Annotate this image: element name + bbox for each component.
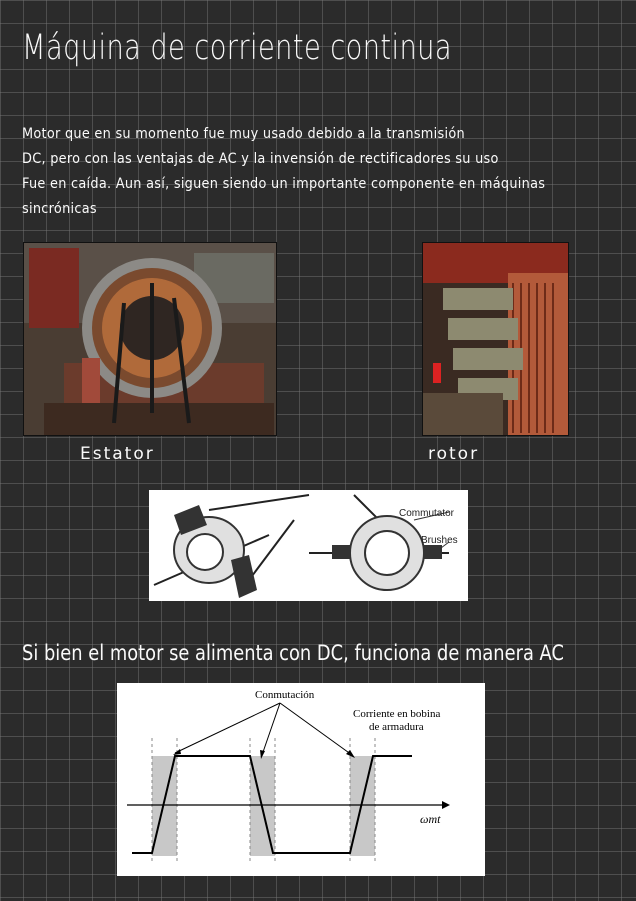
stator-photo — [23, 242, 277, 436]
commutator-label: Commutator — [399, 508, 455, 519]
intro-line-3: Fue en caída. Aun así, siguen siendo un importante componente en máquinas — [22, 176, 546, 192]
intro-line-2: DC, pero con las ventajas de AC y la invensión de rectificadores su uso — [22, 151, 499, 167]
page-title: Máquina de corriente continua — [22, 28, 452, 68]
corriente-label-2: de armadura — [369, 721, 424, 733]
stator-caption: Estator — [80, 444, 155, 464]
corriente-label-1: Corriente en bobina — [353, 708, 441, 720]
conmutacion-label: Conmutación — [255, 689, 315, 701]
rotor-photo — [422, 242, 569, 436]
dc-ac-sentence: Si bien el motor se alimenta con DC, funciona de manera AC — [22, 641, 564, 665]
axis-label: ωmt — [420, 812, 441, 826]
rotor-caption: rotor — [428, 444, 480, 464]
commutation-waveform — [117, 683, 485, 876]
brushes-label: Brushes — [421, 535, 458, 546]
intro-line-4: sincrónicas — [22, 201, 97, 217]
intro-line-1: Motor que en su momento fue muy usado debido a la transmisión — [22, 126, 465, 142]
commutator-diagram — [149, 490, 468, 601]
